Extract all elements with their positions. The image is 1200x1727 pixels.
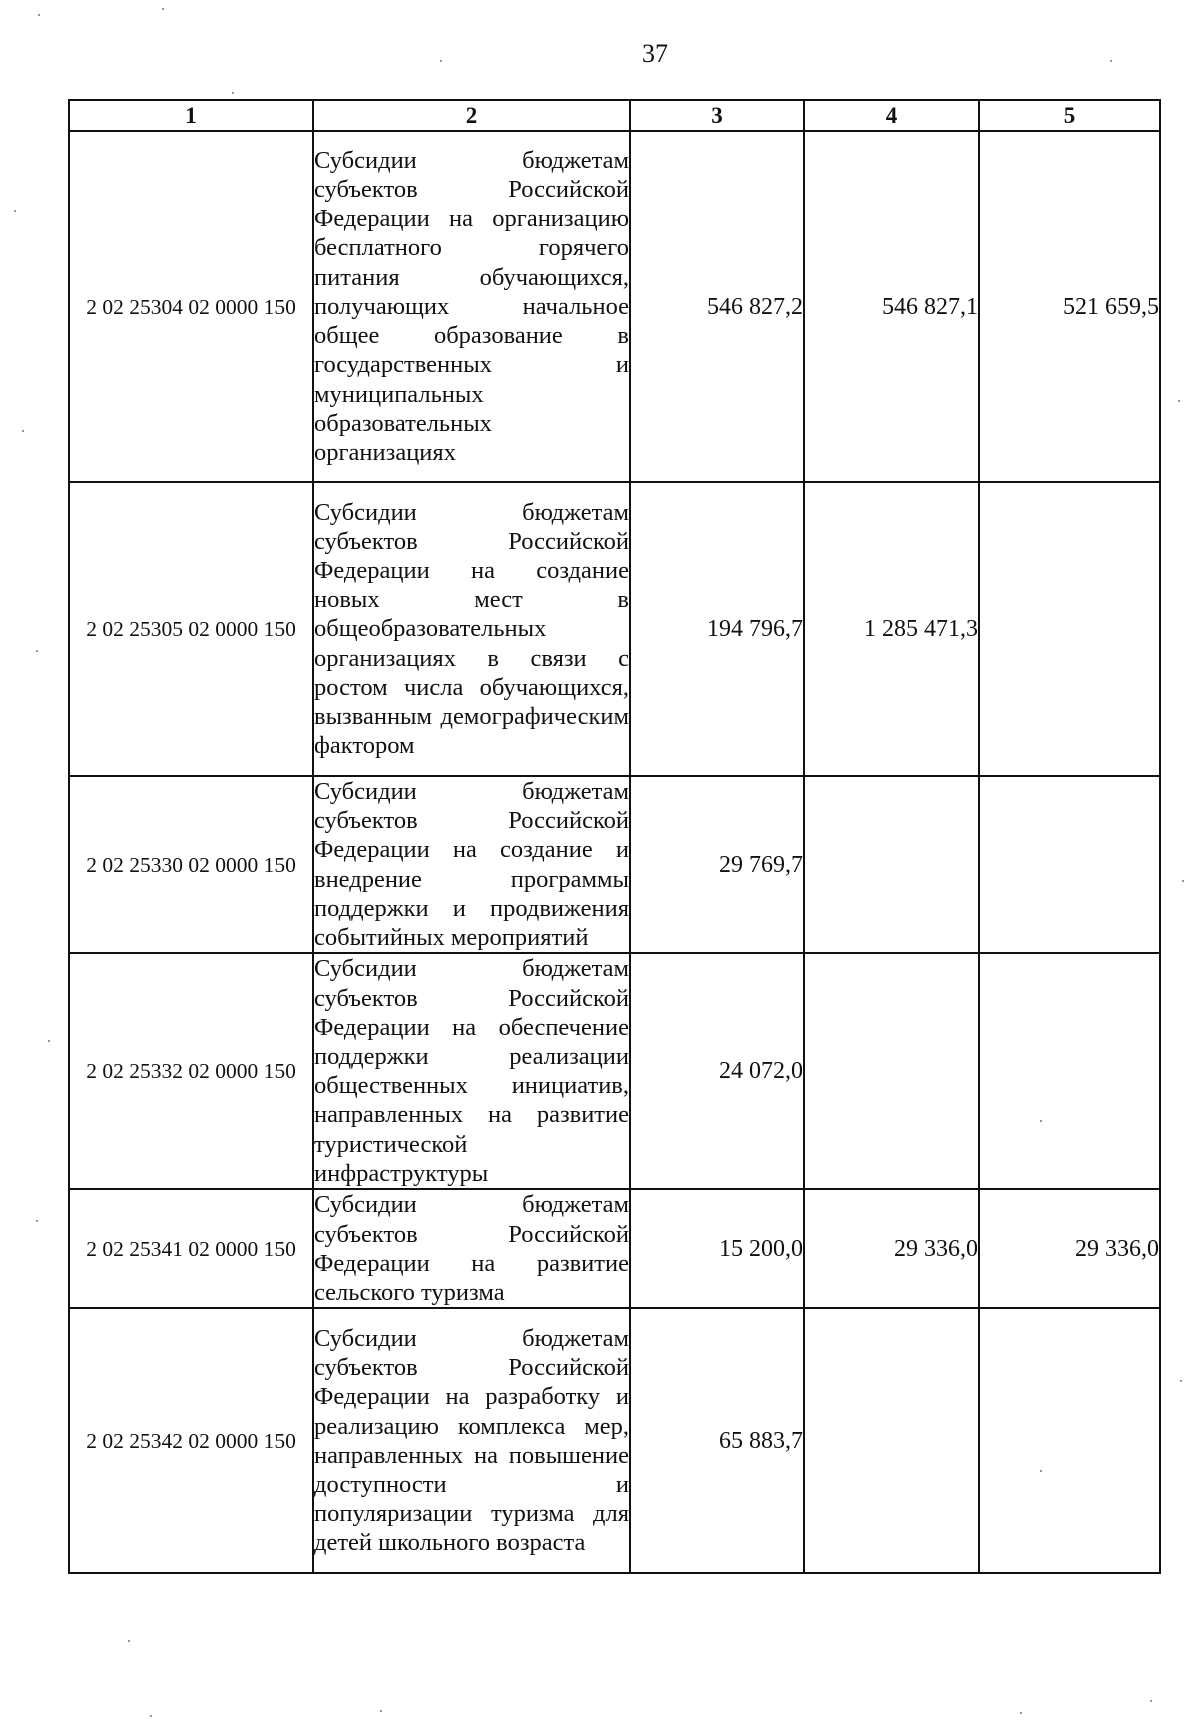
scan-speck — [1020, 1712, 1022, 1714]
row-value-col4: 546 827,1 — [804, 131, 979, 482]
budget-table — [68, 99, 1161, 1574]
row-value-col3: 65 883,7 — [630, 1308, 804, 1573]
row-description: Субсидии бюджетам субъектов Российской Федерации на создание новых мест в общеобразовательных организациях в связи с ростом числа обучающихся, вызванным демографическим фактором — [313, 482, 630, 776]
scan-speck — [22, 430, 24, 432]
scan-speck — [440, 60, 442, 62]
row-value-col5: 29 336,0 — [979, 1189, 1160, 1308]
header-col-5: 5 — [979, 100, 1160, 131]
scan-speck — [380, 1710, 382, 1712]
scan-speck — [36, 1220, 38, 1222]
row-value-col3: 24 072,0 — [630, 953, 804, 1189]
scan-speck — [38, 14, 40, 16]
row-description: Субсидии бюджетам субъектов Российской Федерации на развитие сельского туризма — [313, 1189, 630, 1308]
row-value-col5: 521 659,5 — [979, 131, 1160, 482]
scan-speck — [1040, 1470, 1042, 1472]
scan-speck — [1178, 400, 1180, 402]
row-value-col4 — [804, 953, 979, 1189]
scan-speck — [162, 8, 164, 10]
header-col-4: 4 — [804, 100, 979, 131]
row-value-col4: 29 336,0 — [804, 1189, 979, 1308]
row-description: Субсидии бюджетам субъектов Российской Федерации на организацию бесплатного горячего питания обучающихся, получающих начальное общее образование в государственных и муниципальных образовательных организациях — [313, 131, 630, 482]
table-row — [69, 131, 1160, 482]
row-value-col5 — [979, 1308, 1160, 1573]
scan-speck — [1150, 1700, 1152, 1702]
table-row — [69, 776, 1160, 953]
row-value-col3: 29 769,7 — [630, 776, 804, 953]
row-value-col4 — [804, 1308, 979, 1573]
row-value-col3: 546 827,2 — [630, 131, 804, 482]
row-description: Субсидии бюджетам субъектов Российской Федерации на разработку и реализацию комплекса мер, направленных на повышение доступности и популяризации туризма для детей школьного возраста — [313, 1308, 630, 1573]
table-row — [69, 1189, 1160, 1308]
row-code: 2 02 25304 02 0000 150 — [69, 131, 313, 482]
table-row — [69, 1308, 1160, 1573]
scan-speck — [1182, 880, 1184, 882]
row-value-col5 — [979, 953, 1160, 1189]
page-number: 37 — [642, 39, 668, 68]
row-value-col3: 15 200,0 — [630, 1189, 804, 1308]
scan-speck — [1180, 1380, 1182, 1382]
scan-speck — [128, 1640, 130, 1642]
row-description: Субсидии бюджетам субъектов Российской Федерации на обеспечение поддержки реализации общественных инициатив, направленных на развитие туристической инфраструктуры — [313, 953, 630, 1189]
row-code: 2 02 25332 02 0000 150 — [69, 953, 313, 1189]
scan-speck — [1040, 1120, 1042, 1122]
row-code: 2 02 25341 02 0000 150 — [69, 1189, 313, 1308]
scan-speck — [48, 1040, 50, 1042]
table-row — [69, 482, 1160, 776]
scan-speck — [1110, 60, 1112, 62]
row-value-col4: 1 285 471,3 — [804, 482, 979, 776]
table-header-row — [69, 100, 1160, 131]
row-code: 2 02 25342 02 0000 150 — [69, 1308, 313, 1573]
row-value-col5 — [979, 776, 1160, 953]
header-col-1: 1 — [69, 100, 313, 131]
header-col-3: 3 — [630, 100, 804, 131]
header-col-2: 2 — [313, 100, 630, 131]
row-code: 2 02 25330 02 0000 150 — [69, 776, 313, 953]
row-value-col4 — [804, 776, 979, 953]
scan-speck — [36, 650, 38, 652]
table-row — [69, 953, 1160, 1189]
row-value-col3: 194 796,7 — [630, 482, 804, 776]
row-code: 2 02 25305 02 0000 150 — [69, 482, 313, 776]
scan-speck — [232, 92, 234, 94]
row-description: Субсидии бюджетам субъектов Российской Федерации на создание и внедрение программы поддержки и продвижения событийных мероприятий — [313, 776, 630, 953]
scan-speck — [14, 210, 16, 212]
scan-speck — [150, 1715, 152, 1717]
row-value-col5 — [979, 482, 1160, 776]
